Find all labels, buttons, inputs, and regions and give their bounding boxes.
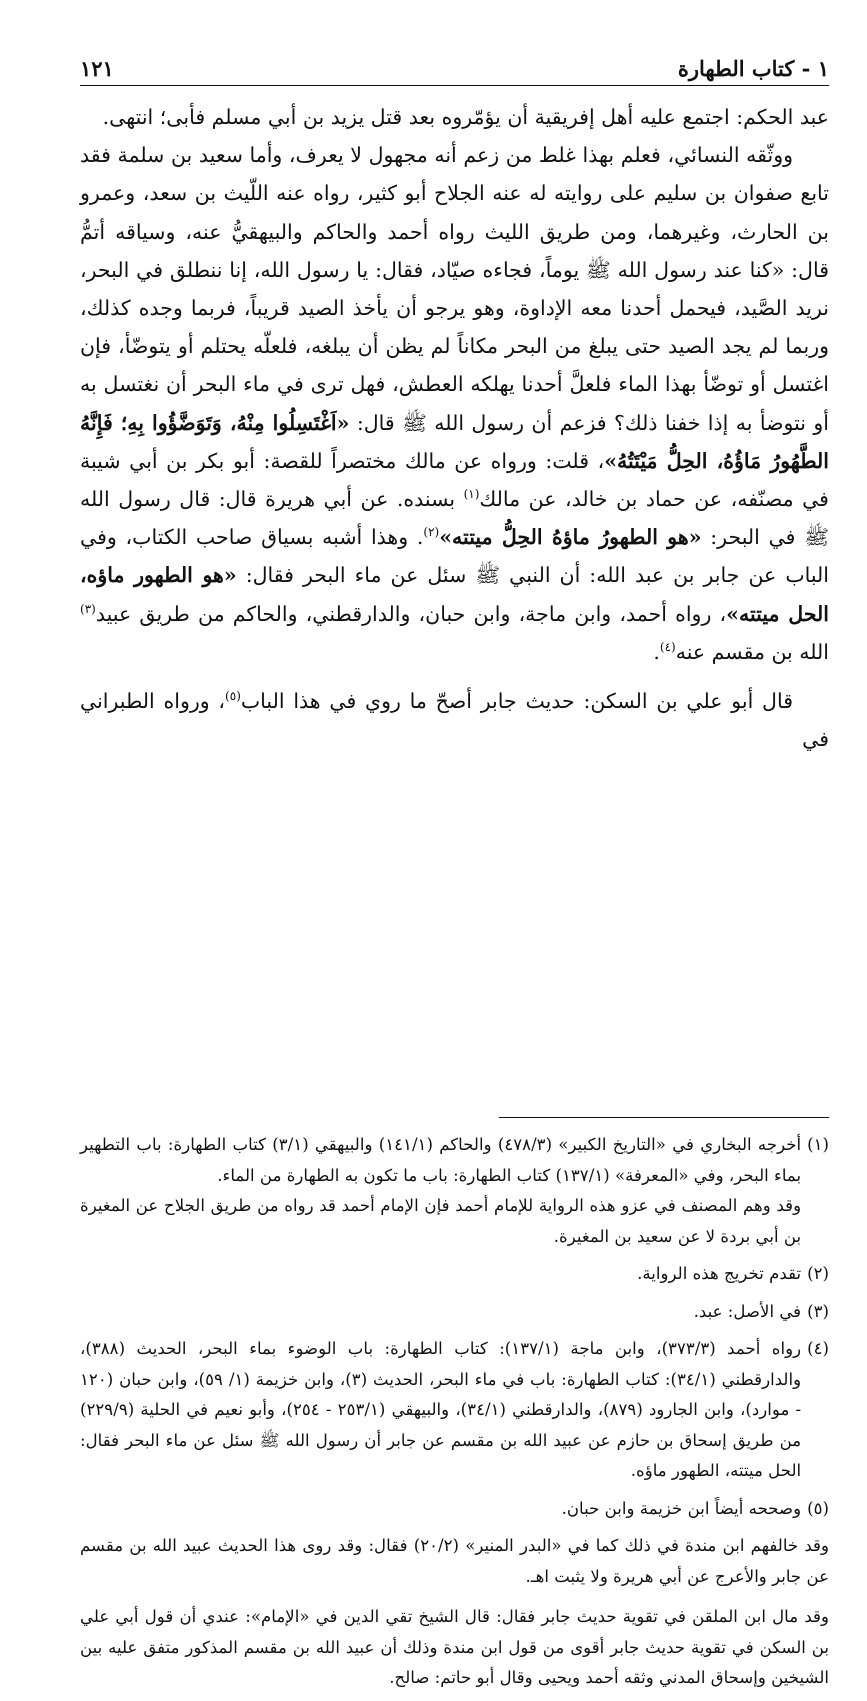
footnote-5 [80,1494,829,1525]
footnote-4 [80,1334,829,1487]
footnote-number: (٥) [807,1498,829,1518]
paragraph-2-text-e: ، رواه أحمد، وابن ماجة، وابن حبان، والدارقطني، والحاكم من طريق عبيد [95,601,727,626]
hadith-quote-3: «هو الطهور ماؤه، الحل ميتته» [80,563,829,626]
chapter-title: ١ - كتاب الطهارة [677,56,829,81]
footnote-paragraph: تقدم تخريج هذه الرواية. [637,1264,802,1283]
page-header [80,50,829,86]
paragraph-2-text-c: بسنده. عن أبي هريرة قال: قال رسول الله ﷺ في البحر: [80,487,829,550]
footnote-number: (٢) [807,1264,829,1283]
footnote-text [80,1130,801,1252]
footnote-paragraph: وقد وهم المصنف في عزو هذه الرواية للإمام أحمد فإن الإمام أحمد قد رواه من طريق الجلاح عن المغيرة بن أبي بردة لا عن سعيد بن المغيرة. [80,1196,802,1246]
footnote-paragraph: وصححه أيضاً ابن خزيمة وابن حبان. [561,1498,802,1518]
footnote-divider [499,1117,829,1118]
paragraph-2-text-f: الله بن مقسم عنه [675,639,829,664]
footnote-3 [80,1297,829,1328]
footnote-number: (١) [807,1135,829,1154]
main-text [80,98,829,758]
footnote-ref-5[interactable]: (٥) [225,689,241,704]
footnote-number: (٤) [807,1339,829,1358]
hadith-quote-1: «اَغْتَسِلُوا مِنْهُ، وَتَوَضَّؤُوا بِهِ؛ فَإِنَّهُ الطَّهُورُ مَاؤُهُ، الحِلُّ مَيْتَتُهُ» [80,410,829,473]
footnote-ref-2[interactable]: (٢) [423,525,440,540]
paragraph-3-text-a: قال أبو علي بن السكن: حديث جابر أصحّ ما روي في هذا الباب [240,689,793,714]
footnote-text [80,1297,801,1328]
footnote-continuation-2: وقد مال ابن الملقن في تقوية حديث جابر فقال: قال الشيخ تقي الدين في «الإمام»: عندي أن قول أبي علي بن السكن في تقوية حديث جابر أقوى من قول ابن مندة وذلك أن عبيد الله بن مقسم المذكور متفق عليه بين الشيخين وإسحاق المدني وثقه أحمد ويحيى وقال أبو حاتم: صالح. [80,1607,829,1687]
footnote-text [80,1494,801,1525]
footnote-continuation-1: وقد خالفهم ابن مندة في ذلك كما في «البدر المنير» (٢٠/٢) فقال: وقد روى هذا الحديث عبيد الله بن مقسم عن جابر والأعرج عن أبي هريرة ولا يثبت اهـ. [80,1536,829,1586]
footnote-text [80,1259,801,1290]
paragraph-1: عبد الحكم: اجتمع عليه أهل إفريقية أن يؤمّروه بعد قتل يزيد بن أبي مسلم فأبى؛ انتهى. [102,105,829,129]
paragraph-3-text-b: ، ورواه الطبراني في [80,689,829,752]
hadith-quote-2: «هو الطهورُ ماؤهُ الحِلُّ ميتته» [439,525,702,550]
footnote-ref-1[interactable]: (١) [463,487,480,502]
footnote-paragraph: رواه أحمد (٣٧٣/٣)، وابن ماجة (١٣٧/١): كتاب الطهارة: باب الوضوء بماء البحر، الحديث (٣٨٨)، والدارقطني (٣٤/١): كتاب الطهارة: باب في ماء البحر، الحديث (٣)، وابن خزيمة (١/ ٥٩)، وابن حبان (١٢٠ - موارد)، وابن الجارود (٨٧٩)، والدارقطني (٣٤/١)، والبيهقي (٢٥٣/١ - ٢٥٤)، وأبو نعيم في الحلية (٢٢٩/٩) من طريق إسحاق بن حازم عن عبيد الله بن مقسم عن جابر أن رسول الله ﷺ سئل عن ماء البحر فقال: الحل ميتته، الطهور ماؤه. [80,1339,802,1480]
paragraph-2-text-a: ووثّقه النسائي، فعلم بهذا غلط من زعم أنه مجهول لا يعرف، وأما سعيد بن سلمة فقد تابع صفوان بن سليم على روايته له عنه الجلاح أبو كثير، رواه عنه اللّيث بن سعد، وعمرو بن الحارث، وغيرهما، ومن طريق الليث رواه أحمد والحاكم والبيهقيُّ عنه، وسياقه أتمُّ قال: «كنا عند رسول الله ﷺ يوماً، فجاءه صيّاد، فقال: يا رسول الله، إنا ننطلق في البحر، نريد الصَّيد، فيحمل أحدنا معه الإداوة، وهو يرجو أن يأخذ الصيد قريباً، فربما وجده كذلك، وربما لم يجد الصيد حتى يبلغ من البحر مكاناً لم يظن أن يبلغه، فلعلّه يحتلم أو يتوضّأ، فإن اغتسل أو توضّأ بهذا الماء فلعلَّ أحدنا يهلكه العطش، فهل ترى في ماء البحر أن نغتسل به أو نتوضأ به إذا خفنا ذلك؟ فزعم أن رسول الله ﷺ قال: [80,143,829,435]
footnote-paragraph: أخرجه البخاري في «التاريخ الكبير» (٤٧٨/٣) والحاكم (١٤١/١) والبيهقي (٣/١) كتاب الطهارة: باب التطهير بماء البحر، وفي «المعرفة» (١٣٧/١) كتاب الطهارة: باب ما تكون به الطهارة من الماء. [80,1135,802,1185]
paragraph-2-text-g: . [653,639,660,664]
footnote-1 [80,1130,829,1252]
footnote-number: (٣) [807,1301,829,1321]
footnote-paragraph: في الأصل: عبد. [693,1301,802,1321]
footnote-2 [80,1259,829,1290]
footnote-ref-3[interactable]: (٣) [80,601,96,616]
paragraph-2-text-d: . وهذا أشبه بسياق صاحب الكتاب، وفي الباب عن جابر بن عبد الله: أن النبي ﷺ سئل عن ماء البحر فقال: [80,525,829,588]
footnotes-section [80,1130,829,1701]
paragraph-3 [80,682,829,758]
footnote-ref-4[interactable]: (٤) [659,640,676,655]
paragraph-2-text-b: ، قلت: ورواه عن مالك مختصراً للقصة: أبو بكر بن أبي شيبة في مصنّفه، عن حماد بن خالد، عن مالك [80,448,829,512]
paragraph-2 [80,136,829,671]
footnote-text [80,1334,801,1487]
page-number: ١٢١ [80,56,114,81]
